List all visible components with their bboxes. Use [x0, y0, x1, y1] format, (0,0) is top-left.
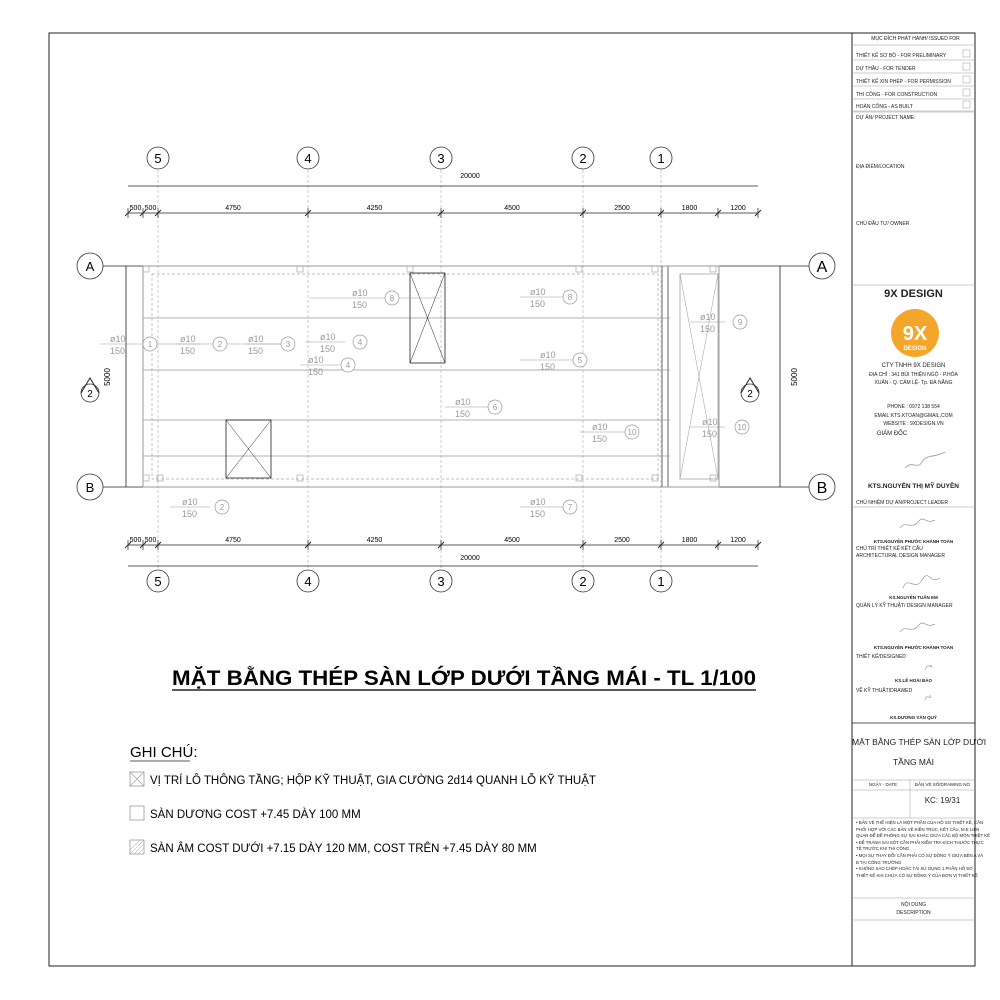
issued-checkbox-3[interactable]: [963, 89, 970, 96]
svg-text:8: 8: [389, 294, 395, 303]
company-email: EMAIL:KTS.KTOAN@GMAIL.COM: [874, 413, 953, 419]
signature-tech: [900, 623, 935, 632]
axis-label-bottom-3: 3: [437, 574, 445, 589]
dim-segment-bottom-1: 500: [144, 537, 157, 544]
section-marker-right: [741, 378, 759, 402]
dim-segment-bottom-5: 2500: [614, 537, 630, 544]
legend-opening-symbol: [130, 772, 144, 786]
director-name: KTS.NGUYỄN THỊ MỸ DUYÊN: [867, 483, 959, 490]
column-marker-2: [576, 266, 582, 272]
leader-label: CHỦ NHIỆM DỰ ÁN/PROJECT LEADER: [856, 500, 948, 506]
issued-for-permission[interactable]: THIẾT KẾ XIN PHÉP - FOR PERMISSION: [856, 79, 951, 85]
axis-label-top-4: 4: [304, 151, 312, 166]
svg-text:ø10: ø10: [530, 497, 546, 507]
dim-segment-bottom-3: 4250: [366, 537, 383, 544]
dim-segment-top-7: 1200: [730, 205, 746, 212]
svg-text:5: 5: [577, 356, 583, 365]
svg-text:150: 150: [530, 509, 546, 519]
dim-segment-top-2: 4750: [225, 205, 241, 212]
arch-label-2: ARCHITECTURAL DESIGN MANAGER: [856, 553, 945, 559]
svg-text:150: 150: [530, 299, 546, 309]
dim-vertical-right: 5000: [790, 368, 799, 386]
section-marker-left: [81, 378, 99, 402]
drawed-name: KS.DƯƠNG VĂN QUÝ: [890, 715, 937, 720]
svg-text:10: 10: [737, 423, 747, 432]
column-marker-10: [652, 475, 658, 481]
disclaimer-line: TẾ TRƯỚC KHI THI CÔNG: [856, 846, 910, 852]
project-name-label: DỰ ÁN/ PROJECT NAME:: [856, 115, 916, 121]
signature-leader: [900, 519, 935, 528]
column-marker-8: [407, 266, 413, 272]
axis-label-top-5: 5: [154, 151, 162, 166]
issued-checkbox-1[interactable]: [963, 63, 970, 70]
rebar-label-12: [170, 497, 229, 519]
note-item-slab-positive: SÀN DƯƠNG COST +7.45 DÀY 100 MM: [150, 809, 361, 821]
disclaimer-line: B TẠI CÔNG TRƯỜNG: [856, 859, 902, 865]
rebar-label-6: [445, 397, 502, 419]
disclaimer-line: • ĐỂ TRÁNH SAI SÓT CẦN PHẢI KIỂM TRA KÍCH THƯỚC THỰC: [856, 839, 984, 845]
leader-name: KTS.NGUYỄN PHƯỚC KHÁNH TOÀN: [873, 539, 954, 544]
svg-text:ø10: ø10: [352, 288, 368, 298]
floor-plan: [77, 147, 835, 592]
svg-text:ø10: ø10: [540, 350, 556, 360]
disclaimer-line: PHỐI HỢP VỚI CÁC BẢN VẼ KIẾN TRÚC, KẾT CẤU, M.E LIÊN: [856, 826, 980, 832]
drawed-label: VẼ KỸ THUẬT/DRAWED: [856, 688, 913, 694]
svg-text:ø10: ø10: [182, 497, 198, 507]
svg-text:150: 150: [308, 367, 324, 377]
date-label: NGÀY - DATE: [868, 782, 898, 787]
column-marker-6: [576, 475, 582, 481]
location-label: ĐỊA ĐIỂM/LOCATION: [856, 164, 905, 170]
axis-label-bottom-2: 2: [579, 574, 587, 589]
axis-label-top-1: 1: [657, 151, 665, 166]
issued-for-heading: MỤC ĐÍCH PHÁT HÀNH/ ISSUED FOR: [871, 36, 960, 42]
disclaimer-line: • KHÔNG SAO CHÉP HOẶC TÁI SỬ DỤNG 1 PHẦN HỒ SƠ: [856, 866, 973, 872]
note-item-opening: VỊ TRÍ LÔ THÔNG TẦNG; HỘP KỸ THUẬT, GIA CƯỜNG 2d14 QUANH LỖ KỸ THUẬT: [150, 775, 596, 787]
dim-segment-top-3: 4250: [366, 205, 383, 212]
svg-text:ø10: ø10: [702, 417, 718, 427]
column-marker-0: [143, 266, 149, 272]
notes-heading: GHI CHÚ:: [130, 744, 198, 761]
svg-text:ø10: ø10: [592, 422, 608, 432]
company-full-name: CTY TNHH 9X DESIGN: [881, 363, 946, 369]
issued-for-tender[interactable]: DỰ THẦU - FOR TENDER: [856, 66, 916, 72]
arch-label-1: CHỦ TRÌ THIẾT KẾ KẾT CẤU: [856, 546, 923, 552]
svg-text:ø10: ø10: [530, 287, 546, 297]
svg-text:2: 2: [87, 389, 93, 400]
issued-for-as-built[interactable]: HOÀN CÔNG - AS BUILT: [856, 104, 913, 110]
column-marker-1: [297, 266, 303, 272]
axis-label-a-left: A: [85, 259, 95, 274]
svg-text:150: 150: [320, 344, 336, 354]
slab-inner-outline: [152, 274, 658, 479]
column-marker-3: [710, 266, 716, 272]
rebar-label-1: [175, 334, 285, 356]
svg-text:DESIGN: DESIGN: [903, 346, 927, 352]
dim-segment-top-5: 2500: [614, 205, 630, 212]
dim-segment-bottom-0: 500: [129, 537, 142, 544]
slab-outline: [143, 266, 719, 487]
svg-text:3: 3: [285, 340, 291, 349]
note-item-slab-negative: SÀN ÂM COST DƯỚI +7.15 DÀY 120 MM, COST TRÊN +7.45 DÀY 80 MM: [150, 843, 537, 855]
svg-text:6: 6: [492, 403, 498, 412]
issued-for-construction[interactable]: THI CÔNG - FOR CONSTRUCTION: [856, 92, 938, 98]
owner-label: CHỦ ĐẦU TƯ/ OWNER: [856, 221, 910, 227]
company-address-2: XUÂN - Q. CẨM LỆ- Tp. ĐÀ NẴNG: [874, 380, 953, 386]
disclaimer-line: • MỌI SỰ THAY ĐỔI CẦN PHẢI CÓ SỰ ĐỒNG Ý GIỮA BÊN A VÀ: [856, 852, 984, 858]
rebar-label-13: [520, 497, 577, 519]
axis-label-b-right: B: [816, 480, 828, 497]
axis-label-a-right: A: [816, 259, 828, 276]
disclaimer-line: • BẢN VẼ THỂ HIỆN LÀ MỘT PHẦN CỦA HỒ SƠ THIẾT KẾ, CẦN: [856, 820, 984, 825]
svg-text:ø10: ø10: [248, 334, 264, 344]
disclaimer-notes: [856, 820, 990, 879]
signature-drafter: [925, 695, 930, 700]
axis-label-bottom-4: 4: [304, 574, 312, 589]
column-marker-7: [710, 475, 716, 481]
svg-text:2: 2: [747, 389, 753, 400]
issued-checkbox-2[interactable]: [963, 76, 970, 83]
svg-text:ø10: ø10: [308, 355, 324, 365]
dim-segment-bottom-2: 4750: [225, 537, 241, 544]
signature-arch: [903, 576, 940, 588]
rebar-label-2: [245, 334, 295, 356]
issued-checkbox-0[interactable]: [963, 50, 970, 57]
company-name: 9X DESIGN: [884, 288, 943, 300]
description-label: DESCRIPTION: [896, 910, 931, 916]
rebar-label-8: [520, 287, 577, 309]
svg-text:1: 1: [147, 340, 153, 349]
drawing-title: MẶT BẰNG THÉP SÀN LỚP DƯỚI TẦNG MÁI - TL 1/100: [172, 667, 722, 690]
svg-text:150: 150: [248, 346, 264, 356]
signature-director: [905, 452, 945, 468]
company-phone: PHONE : 0972 138 554: [887, 404, 940, 410]
svg-text:150: 150: [540, 362, 556, 372]
director-label: GIÁM ĐỐC: [876, 431, 908, 437]
disclaimer-line: QUAN ĐỂ ĐỀ PHÒNG SỰ SAI KHÁC GIỮA CÁC BỘ MÔN THIẾT KẾ: [856, 833, 990, 839]
dim-segment-bottom-4: 4500: [504, 537, 520, 544]
svg-text:4: 4: [357, 338, 363, 347]
signature-designer: [925, 665, 932, 670]
dim-segment-top-4: 4500: [504, 205, 520, 212]
designed-name: KS.LÊ HOÀI BẢO: [894, 678, 932, 683]
sheet-title-line-2: TẦNG MÁI: [892, 757, 935, 767]
content-label: NỘI DUNG: [901, 902, 926, 908]
svg-text:150: 150: [352, 300, 368, 310]
svg-text:150: 150: [700, 324, 716, 334]
column-marker-5: [297, 475, 303, 481]
svg-text:9X: 9X: [902, 323, 928, 345]
dim-segment-top-0: 500: [129, 205, 142, 212]
svg-text:2: 2: [217, 340, 223, 349]
dim-segment-top-6: 1800: [681, 205, 698, 212]
svg-text:2: 2: [219, 503, 225, 512]
svg-text:ø10: ø10: [320, 332, 336, 342]
company-address-1: ĐỊA CHỈ : 341 BÙI THIỆN NGỘ - P.HÒA: [869, 372, 958, 378]
svg-text:150: 150: [592, 434, 608, 444]
rebar-label-3: [305, 332, 367, 354]
disclaimer-line: THIẾT KẾ KHI CHƯA CÓ SỰ ĐỒNG Ý CỦA ĐƠN VỊ THIẾT KẾ: [856, 872, 978, 878]
issued-checkbox-4[interactable]: [963, 101, 970, 108]
svg-text:9: 9: [737, 318, 743, 327]
svg-text:150: 150: [110, 346, 126, 356]
svg-text:ø10: ø10: [180, 334, 196, 344]
svg-text:7: 7: [567, 503, 573, 512]
sheet-title-line-1: MẶT BẰNG THÉP SÀN LỚP DƯỚI: [852, 737, 987, 747]
dim-segment-bottom-6: 1800: [681, 537, 698, 544]
drawing-no-label: BẢN VẼ SỐ/DRAWING NO: [914, 782, 971, 787]
legend-slab-negative-symbol: [130, 840, 144, 854]
svg-text:10: 10: [627, 428, 637, 437]
rebar-label-4: [310, 288, 440, 310]
svg-text:ø10: ø10: [700, 312, 716, 322]
dim-total-top: 20000: [460, 173, 480, 180]
axis-label-b-left: B: [85, 480, 95, 495]
axis-label-bottom-5: 5: [154, 574, 162, 589]
drawing-number: KC: 19/31: [924, 796, 961, 805]
axis-label-top-3: 3: [437, 151, 445, 166]
opening-shaft-bottom: [226, 420, 271, 478]
dim-segment-top-1: 500: [144, 205, 157, 212]
company-logo: [891, 309, 939, 357]
axis-label-top-2: 2: [579, 151, 587, 166]
legend-slab-positive-symbol: [130, 806, 144, 820]
arch-name: KS.NGUYỄN TUẤN EM: [889, 595, 938, 600]
rebar-label-7: [520, 350, 587, 372]
svg-text:8: 8: [567, 293, 573, 302]
dim-segment-bottom-7: 1200: [730, 537, 746, 544]
svg-text:4: 4: [345, 361, 351, 370]
issued-for-preliminary[interactable]: THIẾT KẾ SƠ BỘ - FOR PRELIMINARY: [856, 53, 947, 59]
tech-name: KTS.NGUYỄN PHƯỚC KHÁNH TOÀN: [873, 645, 954, 650]
axis-label-bottom-1: 1: [657, 574, 665, 589]
svg-text:150: 150: [455, 409, 471, 419]
tech-label: QUẢN LÝ KỸ THUẬT/ DESIGN MANAGER: [856, 603, 953, 609]
dim-vertical-left: 5000: [103, 368, 112, 386]
svg-text:150: 150: [180, 346, 196, 356]
svg-text:ø10: ø10: [455, 397, 471, 407]
company-website: WEBSITE : 9XDESIGN.VN: [883, 421, 944, 427]
column-marker-9: [652, 266, 658, 272]
svg-text:ø10: ø10: [110, 334, 126, 344]
svg-text:150: 150: [182, 509, 198, 519]
svg-text:150: 150: [702, 429, 718, 439]
designed-label: THIẾT KẾ/DESIGNED: [856, 654, 906, 660]
dim-total-bottom: 20000: [460, 555, 480, 562]
rebar-label-9: [580, 422, 639, 444]
column-marker-4: [143, 475, 149, 481]
